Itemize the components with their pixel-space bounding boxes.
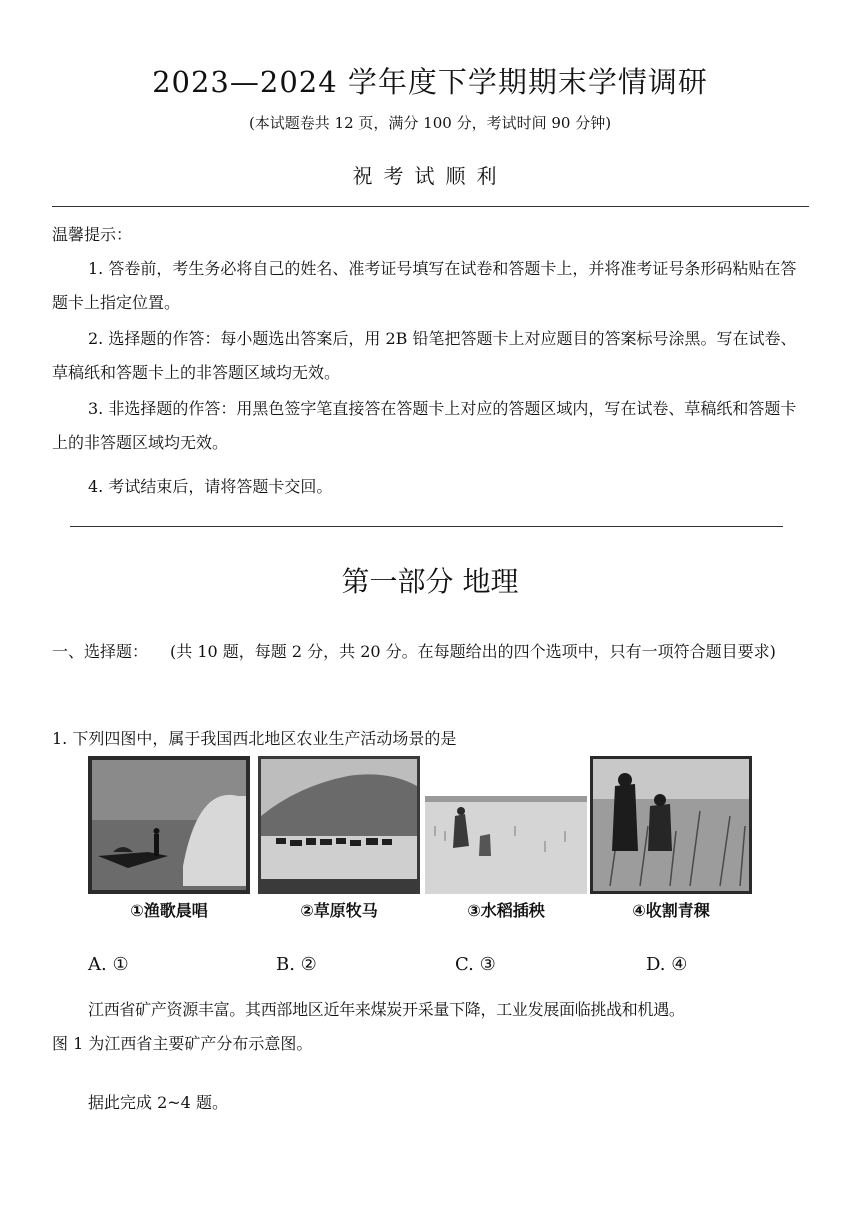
question-1-stem: 1. 下列四图中，属于我国西北地区农业生产活动场景的是 [52, 729, 457, 748]
tip-item-4: 4. 考试结束后，请将答题卡交回。 [88, 477, 333, 496]
option-c: C. ③ [455, 954, 496, 975]
material-line-1: 江西省矿产资源丰富。其西部地区近年来煤炭开采量下降，工业发展面临挑战和机遇。 [88, 1000, 685, 1019]
part-title: 第一部分 地理 [341, 565, 519, 598]
question-range-text: 据此完成 2~4 题。 [88, 1093, 228, 1112]
barley-harvest-photo [590, 756, 752, 894]
material-intro [52, 993, 809, 1061]
divider-middle [70, 526, 783, 527]
section-heading [52, 633, 809, 671]
photo-caption-4: ④收割青稞 [632, 901, 710, 920]
grassland-horses-photo [258, 756, 420, 894]
tips-label: 温馨提示： [52, 225, 133, 244]
good-luck-text: 祝考试顺利 [352, 164, 508, 188]
divider-top [52, 206, 809, 207]
rice-planting-photo [425, 756, 587, 894]
exam-subtitle: (本试题卷共 12 页，满分 100 分，考试时间 90 分钟) [248, 114, 612, 132]
photo-caption-3: ③水稻插秧 [467, 901, 545, 920]
photo-caption-2: ②草原牧马 [300, 901, 378, 920]
option-a: A. ① [88, 954, 129, 975]
tip-item-3: 3. 非选择题的作答：用黑色签字笔直接答在答题卡上对应的答题区域内，写在试卷、草稿纸和答题卡上的非答题区域均无效。 [52, 399, 797, 452]
material-line-2: 图 1 为江西省主要矿产分布示意图。 [52, 1034, 313, 1053]
tip-item-2: 2. 选择题的作答：每小题选出答案后，用 2B 铅笔把答题卡上对应题目的答案标号涂黑。写在试卷、草稿纸和答题卡上的非答题区域均无效。 [52, 329, 797, 382]
section-note: (共 10 题，每题 2 分，共 20 分。在每题给出的四个选项中，只有一项符合题目要求) [170, 642, 776, 661]
section-label: 一、选择题： [52, 642, 149, 661]
exam-title: 2023—2024 学年度下学期期末学情调研 [152, 65, 708, 99]
option-b: B. ② [276, 954, 317, 975]
photo-caption-1: ①渔歌晨唱 [130, 901, 208, 920]
fishing-boat-photo [88, 756, 250, 894]
tip-item-1: 1. 答卷前，考生务必将自己的姓名、准考证号填写在试卷和答题卡上，并将准考证号条形码粘贴在答题卡上指定位置。 [52, 259, 797, 312]
option-d: D. ④ [646, 954, 688, 975]
